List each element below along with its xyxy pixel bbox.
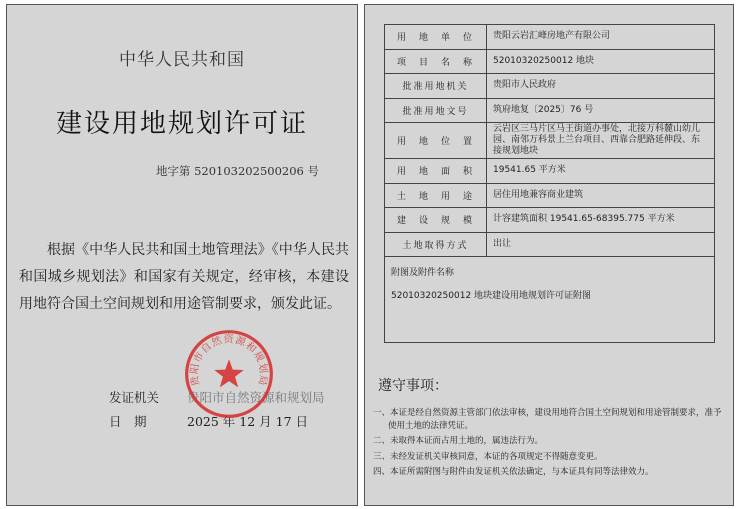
- table-row: [385, 98, 715, 123]
- country-name: 中华人民共和国: [119, 50, 245, 70]
- row-value: 居住用地兼容商业建筑: [487, 183, 715, 208]
- land-detail-table: [384, 24, 715, 343]
- certificate-body-text: 根据《中华人民共和国土地管理法》《中华人民共和国城乡规划法》和国家有关规定，经审核，本建设用地符合国土空间规划和用途管制要求，颁发此证。: [19, 242, 349, 312]
- table-row: [385, 208, 715, 233]
- notice-item: 三、未经发证机关审核同意，本证的各项规定不得随意变更。: [373, 451, 603, 462]
- row-value: 贵阳云岩汇峰房地产有限公司: [487, 25, 715, 50]
- notice-list: [373, 407, 729, 482]
- row-value: 筑府地复〔2025〕76 号: [487, 98, 715, 123]
- row-label: 批准用地文号: [385, 98, 487, 123]
- row-value: 计容建筑面积 19541.65-68395.775 平方米: [487, 208, 715, 233]
- attachments-label: 附图及附件名称: [391, 268, 455, 278]
- row-value: 出让: [487, 232, 715, 257]
- table-row: [385, 183, 715, 208]
- notice-item: 二、未取得本证而占用土地的，属违法行为。: [373, 436, 544, 446]
- row-label: 土地取得方式: [385, 232, 487, 257]
- certificate-front-page: [6, 4, 358, 506]
- row-value: 云岩区三马片区马王街道办事处，北接万科麓山幼儿园、南邻万科景上兰台项目、西靠合肥路延伸段、东接规划地块: [487, 123, 715, 159]
- notice-item: 一、本证是经自然资源主管部门依法审核，建设用地符合国土空间规划和用途管制要求，准予使用土地的法律凭证。: [373, 408, 722, 431]
- certificate-detail-page: [364, 4, 734, 506]
- date-label: 日 期: [109, 414, 147, 429]
- row-label: 用 地 面 积: [385, 159, 487, 184]
- seal-text: 贵阳市自然资源和规划局: [189, 334, 269, 387]
- issuer-label: 发证机关: [109, 390, 160, 405]
- table-row: [385, 232, 715, 257]
- row-label: 项 目 名 称: [385, 49, 487, 74]
- row-value: 52010320250012 地块: [487, 49, 715, 74]
- row-label: 批准用地机关: [385, 74, 487, 99]
- official-seal: [183, 328, 275, 420]
- row-value: 贵阳市人民政府: [487, 74, 715, 99]
- attachments-cell: [385, 257, 715, 343]
- certificate-number: 地字第 520103202500206 号: [155, 164, 319, 178]
- notice-item: 四、本证所需附图与附件由发证机关依法确定，与本证具有同等法律效力。: [373, 467, 654, 477]
- table-row: [385, 123, 715, 159]
- attachments-value: 52010320250012 地块建设用地规划许可证附图: [391, 291, 592, 301]
- table-row: [385, 74, 715, 99]
- row-label: 土 地 用 途: [385, 183, 487, 208]
- certificate-title: 建设用地规划许可证: [55, 109, 308, 139]
- notice-title: 遵守事项：: [378, 378, 448, 394]
- attachments-row: [385, 257, 715, 343]
- issue-date: 2025 年 12 月 17 日: [187, 414, 308, 429]
- row-value: 19541.65 平方米: [487, 159, 715, 184]
- seal-star-icon: [214, 359, 243, 387]
- table-row: [385, 49, 715, 74]
- row-label: 建 设 规 模: [385, 208, 487, 233]
- table-row: [385, 25, 715, 50]
- row-label: 用 地 位 置: [385, 123, 487, 159]
- row-label: 用 地 单 位: [385, 25, 487, 50]
- issuer-name: 贵阳市自然资源和规划局: [187, 390, 325, 405]
- table-row: [385, 159, 715, 184]
